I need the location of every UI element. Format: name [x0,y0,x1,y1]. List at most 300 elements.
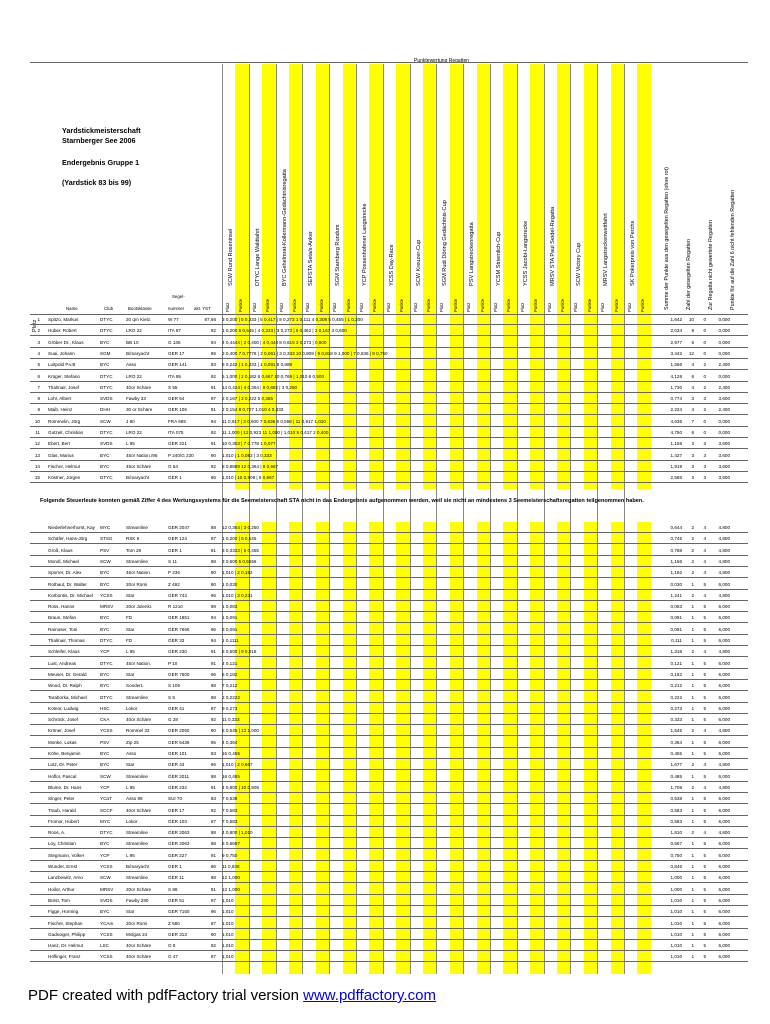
results-cell: 12 1,000 [222,886,240,892]
sail-number-cell: GER 7666 [168,626,190,632]
yst-cell: 94 [210,638,216,643]
unranked-row-rule [30,905,748,906]
class-cell: Molgas 24 [126,931,148,937]
unranked-row-rule [30,656,748,657]
ranked-row-rule [30,369,748,370]
unranked-row [30,874,748,882]
title-line-4: (Yardstick 83 bis 99) [62,178,132,187]
name-cell: Lohr, Albert [48,396,72,402]
summary-cell-sum: 3,442 [670,350,682,356]
summary-cell-nw: 3 [703,475,706,481]
summary-cell-nw: 5 [703,751,706,756]
name-cell: Korbontis, Dr. Michael [48,592,93,598]
regatta-header-1 [226,64,236,286]
unranked-row-rule [30,532,748,533]
unranked-row [30,660,748,668]
yst-cell: 96 [210,762,216,768]
regatta-name-14: SCW Victory Cup [576,242,583,286]
yst-cell: 90 [210,581,216,587]
summary-cell-nw: 5 [703,694,706,700]
yst-cell: 96 [210,592,216,598]
yst-cell: 97 [210,536,216,542]
class-cell: L 95 [126,784,135,790]
results-cell: 11 0,846 [222,864,240,869]
summary-cell-sum: 1,010 [670,897,682,903]
yst-cell: 83 [210,362,216,368]
unranked-row-rule [30,668,748,669]
summary-cell-p: 6,000 [718,897,730,903]
yst-cell: 91 [210,649,216,655]
sub-platz-9 [438,288,446,312]
summary-cell-n: 1 [691,818,694,824]
summary-cell-nw: 4 [703,570,706,576]
summary-cell-n: 3 [691,396,694,402]
summary-cell-p: 0,000 [718,418,730,424]
yst-cell: 83 [210,751,216,756]
unranked-row-rule [30,747,748,748]
unranked-row [30,626,748,634]
sail-number-cell: Z 492 [168,581,180,587]
yst-cell: 91 [210,441,216,447]
sail-number-cell: GER 1851 [168,615,190,621]
summary-cell-p: 6,000 [718,694,730,700]
class-cell: Streamline [126,830,148,836]
club-cell: SVDS [100,441,113,447]
regatta-header-10 [467,64,477,286]
regatta-header-12 [521,64,531,286]
class-cell: B/maryacht [126,864,150,869]
name-cell: Kröner, Josef [48,728,76,734]
results-cell: 4 0,800 | 10 0,909 [222,784,259,790]
platz-cell: 1 [37,317,40,322]
unranked-row-rule [30,645,748,646]
summary-cell-n: 1 [691,943,694,949]
summary-cell-nw: 0 [703,418,706,424]
summary-cell-sum: 0,212 [670,683,682,689]
ranked-row-rule [30,392,748,393]
sub-platz-label-2: Platz [251,302,257,312]
summary-cell-n: 2 [691,525,694,530]
summary-cell-p: 0,000 [718,339,730,345]
results-cell: 16 0,485 [222,773,240,779]
ranked-row-rule [30,403,748,404]
summary-header-label-1: Summe der Punkte aus den gesegelten Regatten (ohne rot) [664,167,670,310]
name-cell: Sporrer, Dr. Alex [48,570,82,576]
club-cell: YCP [100,852,110,858]
yst-cell: 91 [210,784,216,790]
ranked-row [30,373,748,381]
summary-cell-nw: 0 [703,430,706,435]
club-cell: DTYC [100,830,113,836]
ranked-row-rule [30,460,748,461]
sail-number-cell: P 236 [168,570,180,576]
summary-cell-sum: 0,846 [670,864,682,869]
club-cell: BYC [100,339,110,345]
summary-header-1 [662,64,674,310]
summary-cell-n: 3 [691,441,694,447]
results-cell: 1,010 [222,909,234,915]
sub-punkte-label-11: Punkte [506,298,512,312]
summary-cell-p: 4,800 [718,525,730,530]
sail-number-cell: G 54 [168,463,178,469]
summary-cell-nw: 5 [703,886,706,892]
club-cell: DTYC [100,384,113,390]
club-cell: SVDS [100,897,113,903]
sail-number-cell: GER 17 [168,807,185,813]
sail-number-cell: GER 230 [168,649,187,655]
summary-cell-nw: 4 [703,558,706,564]
results-cell: 6 0,6667 [222,841,240,847]
unranked-row-rule [30,679,748,680]
summary-cell-sum: 1,000 [670,875,682,881]
platz-cell: 2 [37,328,40,334]
club-cell: DTYC [100,373,113,379]
summary-cell-n: 2 [691,536,694,542]
yst-cell: 97 [210,396,216,402]
summary-cell-n: 1 [691,886,694,892]
yst-cell: 91 [210,886,216,892]
ranked-row [30,361,748,369]
club-cell: PSV [100,739,110,745]
class-cell: Star [126,762,135,768]
summary-cell-sum: 0,091 [670,615,682,621]
name-cell: Monke, Lukas [48,739,77,745]
unranked-row-rule [30,622,748,623]
results-cell: 5 1,000 | 2 0,182 6 0,667 10 0,769 | 1,010 6 0,500 [222,373,325,379]
summary-cell-p: 6,000 [718,931,730,937]
summary-cell-p: 6,000 [718,739,730,745]
sub-platz-2 [251,288,259,312]
club-cell: LSC [100,943,109,949]
summary-cell-sum: 1,192 [670,570,682,576]
name-cell: Höflinger, Franz [48,954,81,960]
sub-punkte-13 [559,288,567,312]
ranked-row [30,418,748,426]
class-cell: FD [126,615,133,621]
yst-cell: 91 [210,852,216,858]
summary-cell-sum: 0,583 [670,818,682,824]
club-cell: DHH [100,407,110,413]
summary-cell-n: 1 [691,954,694,960]
unranked-row [30,694,748,702]
yst-cell: 88 [210,875,216,881]
yst-cell: 88 [210,830,216,836]
summary-cell-p: 3,600 [718,463,730,469]
unranked-row [30,739,748,747]
summary-cell-n: 1 [691,705,694,711]
class-cell: L 95 [126,649,135,655]
summary-cell-n: 1 [691,909,694,915]
sub-punkte-10 [479,288,487,312]
summary-cell-p: 0,000 [718,328,730,334]
ranked-row-rule [30,381,748,382]
summary-cell-p: 6,000 [718,909,730,915]
summary-header-3 [706,64,718,310]
regatta-name-5: SGM Starnberg Rundum [335,224,342,286]
sub-punkte-11 [505,288,513,312]
summary-cell-nw: 5 [703,638,706,643]
club-cell: DTYC [100,317,113,322]
sub-platz-label-14: Platz [573,302,579,312]
unranked-row [30,818,748,826]
sail-number-cell: GER 743 [168,592,187,598]
results-cell: 1,010 [222,954,234,960]
sail-number-cell: FRA 685 [168,418,186,424]
unranked-row-rule [30,611,748,612]
results-cell: 1,010 [222,920,234,926]
platz-cell: 6 [37,373,40,379]
yst-cell: 97 [210,897,216,903]
regatta-header-11 [494,64,504,286]
sub-platz-label-8: Platz [412,302,418,312]
ranked-row [30,384,748,392]
summary-cell-sum: 1,241 [670,592,682,598]
sub-punkte-9 [452,288,460,312]
unranked-row [30,569,748,577]
name-cell: Rümmelin, Jörg [48,418,81,424]
platz-cell: 14 [34,463,40,469]
summary-cell-p: 4,800 [718,728,730,734]
summary-cell-nw: 5 [703,807,706,813]
summary-cell-n: 3 [691,452,694,458]
summary-cell-nw: 4 [703,728,706,734]
club-cell: DTYC [100,430,113,435]
yst-cell: 86 [210,864,216,869]
punkte-column-lower-4 [316,522,329,974]
summary-cell-p: 4,800 [718,570,730,576]
summary-cell-nw: 4 [703,592,706,598]
title-line-1: Yardstickmeisterschaft [62,126,141,135]
punkte-column-lower-7 [396,522,409,974]
summary-cell-n: 2 [691,570,694,576]
sub-platz-4 [304,288,312,312]
platz-cell: 9 [37,407,40,413]
summary-cell-p: 4,800 [718,830,730,836]
results-cell: 10 0,303 | 7 0,778 1 0,077 [222,441,276,447]
regatta-header-2 [253,64,263,286]
sub-platz-14 [572,288,580,312]
sub-platz-6 [358,288,366,312]
club-cell: BYC [100,626,110,632]
results-cell: 14 0,424 | 4 0,364 | 9 0,692 | 3 0,250 [222,384,298,390]
sail-number-cell: GER 1 [168,864,182,869]
ranked-row [30,452,748,460]
unranked-row-rule [30,690,748,691]
ranked-row [30,350,748,358]
summary-cell-n: 2 [691,558,694,564]
summary-cell-p: 6,000 [718,796,730,802]
class-cell: 40or Schäre [126,384,152,390]
summary-cell-n: 1 [691,638,694,643]
summary-cell-n: 6 [691,339,694,345]
summary-cell-nw: 5 [703,671,706,677]
platz-cell: 11 [35,430,40,435]
club-cell: BYC [100,581,110,587]
regatta-header-8 [414,64,424,286]
name-cell: Hanz, Dr. Helmut [48,943,83,949]
regatta-name-1: SCW Rund Roseninsel [228,228,234,286]
sail-number-cell: S 5 [168,694,175,700]
name-cell: Thalmair, Josef [48,384,80,390]
class-cell: 45or Schäre [126,463,152,469]
unranked-row [30,558,748,566]
yst-cell: 92 [210,807,216,813]
class-cell: L 95 [126,441,135,447]
results-cell: 9 0,750 [222,852,238,858]
summary-cell-sum: 0,083 [670,604,682,610]
class-cell: 20or Romi [126,581,148,587]
summary-cell-nw: 5 [703,773,706,779]
summary-cell-sum: 0,667 [670,841,682,847]
unranked-row-rule [30,860,748,861]
summary-cell-nw: 4 [703,536,706,542]
summary-cell-nw: 4 [703,547,706,553]
punkte-column-lower-9 [450,522,463,974]
club-cell: SCW [100,875,111,881]
sub-punkte-label-7: Punkte [399,298,405,312]
summary-cell-nw: 5 [703,875,706,881]
unranked-row-rule [30,724,748,725]
sub-platz-label-10: Platz [466,302,472,312]
sub-platz-label-9: Platz [439,302,445,312]
unranked-row [30,897,748,905]
club-cell: BYC [100,751,110,756]
name-header: Name [66,306,78,311]
class-cell: J 80 [126,418,135,424]
yst-cell: 87,66 [204,317,216,322]
summary-cell-n: 2 [691,728,694,734]
summary-cell-p: 0,000 [718,350,730,356]
class-cell: LRO 22 [126,328,142,334]
sub-punkte-label-6: Punkte [372,298,378,312]
summary-cell-p: 6,000 [718,920,730,926]
sub-platz-label-4: Platz [305,302,311,312]
sail-number-cell: GER 313 [168,931,187,937]
club-cell: SCW [100,418,111,424]
yst-cell: 87 [210,818,216,824]
class-cell: 45or Nation./95 [126,452,158,458]
name-cell: Fischer, Helmut [48,463,80,469]
sail-number-cell: P 240/G 230 [168,452,194,458]
unranked-row [30,773,748,781]
summary-cell-nw: 3 [703,452,706,458]
summary-cell-nw: 0 [703,373,706,379]
summary-cell-p: 6,000 [718,751,730,756]
summary-cell-sum: 0,644 [670,525,682,530]
summary-cell-n: 1 [691,807,694,813]
summary-cell-sum: 1,318 [670,649,682,655]
club-cell: BYC [100,683,110,689]
summary-cell-n: 1 [691,626,694,632]
club-cell: BYC [100,909,110,915]
summary-cell-nw: 5 [703,660,706,666]
sail-number-cell: W 77 [168,317,179,322]
sub-platz-label-7: Platz [385,302,391,312]
club-cell: BYC [100,841,110,847]
unranked-row-rule [30,769,748,770]
results-cell: 1,010 | 10 0,909 | 8 0,667 [222,475,275,481]
summary-header-label-3: Zur Regatta nicht gewertete Regatten [708,220,714,310]
unranked-row-rule [30,961,748,962]
summary-cell-p: 4,800 [718,762,730,768]
summary-cell-nw: 0 [703,339,706,345]
title-line-2: Starnberger See 2006 [62,136,136,145]
summary-cell-n: 1 [691,671,694,677]
platz-cell: 10 [34,418,40,424]
results-cell: 7 0,212 [222,683,238,689]
results-cell: 3 0,3333 | 5 0,455 [222,547,259,553]
sub-punkte-15 [613,288,621,312]
sub-punkte-label-14: Punkte [586,298,592,312]
pdffactory-link[interactable]: www.pdffactory.com [303,987,436,1004]
sail-number-cell: GER 1 [168,547,182,553]
sail-number-cell: G 136 [168,339,181,345]
club-cell: PSV [100,547,110,553]
unranked-row-rule [30,871,748,872]
summary-cell-n: 3 [691,475,694,481]
summary-cell-nw: 3 [703,463,706,469]
yst-cell: 92 [210,328,216,334]
punkte-column-lower-5 [343,522,356,974]
summary-cell-p: 6,000 [718,773,730,779]
header-right-label: Punktewertung Regatten [414,58,470,64]
sail-number-cell: GER 227 [168,852,187,858]
sail-number-cell: GER 17 [168,350,185,356]
unranked-row [30,761,748,769]
ranked-row [30,327,748,335]
punkte-column-lower-1 [235,522,248,974]
title-block [62,126,202,188]
ranked-row-rule [30,437,748,438]
name-cell: Lust, Andreas [48,660,77,666]
yst-cell: 88 [210,525,216,530]
name-cell: Krüger, Stefano [48,373,80,379]
name-cell: Gutzeit, Christian [48,430,84,435]
name-cell: Schäfer, Hans-Jörg [48,536,88,542]
unranked-row [30,931,748,939]
summary-cell-n: 2 [691,547,694,553]
sail-number-cell: GER 103 [168,818,187,824]
sub-platz-8 [412,288,420,312]
yst-cell: 94 [210,418,216,424]
results-cell: 1,010 | 3 0,231 [222,592,253,598]
class-cell: Lokor [126,705,138,711]
unranked-row [30,716,748,724]
class-cell: Asso [126,362,137,368]
summary-cell-n: 1 [691,615,694,621]
class-cell: Streamline [126,558,148,564]
summary-cell-n: 1 [691,751,694,756]
punkte-column-lower-14 [584,522,597,974]
club-cell: SCCF [100,807,113,813]
unranked-row-rule [30,950,748,951]
sub-platz-label-3: Platz [278,302,284,312]
sub-punkte-label-1: Punkte [238,298,244,312]
summary-cell-nw: 5 [703,841,706,847]
summary-cell-sum: 0,774 [670,396,682,402]
summary-cell-sum: 0,333 [670,717,682,723]
sail-number-cell: GER 101 [168,751,187,756]
punkte-column-lower-16 [637,522,650,974]
sub-platz-5 [331,288,339,312]
class-cell: Streamline [126,525,148,530]
yst-cell: 92 [210,943,216,949]
summary-cell-n: 3 [691,463,694,469]
summary-cell-n: 6 [691,430,694,435]
sub-platz-1 [224,288,232,312]
sub-punkte-1 [237,288,245,312]
sail-number-cell: G 47 [168,954,178,960]
